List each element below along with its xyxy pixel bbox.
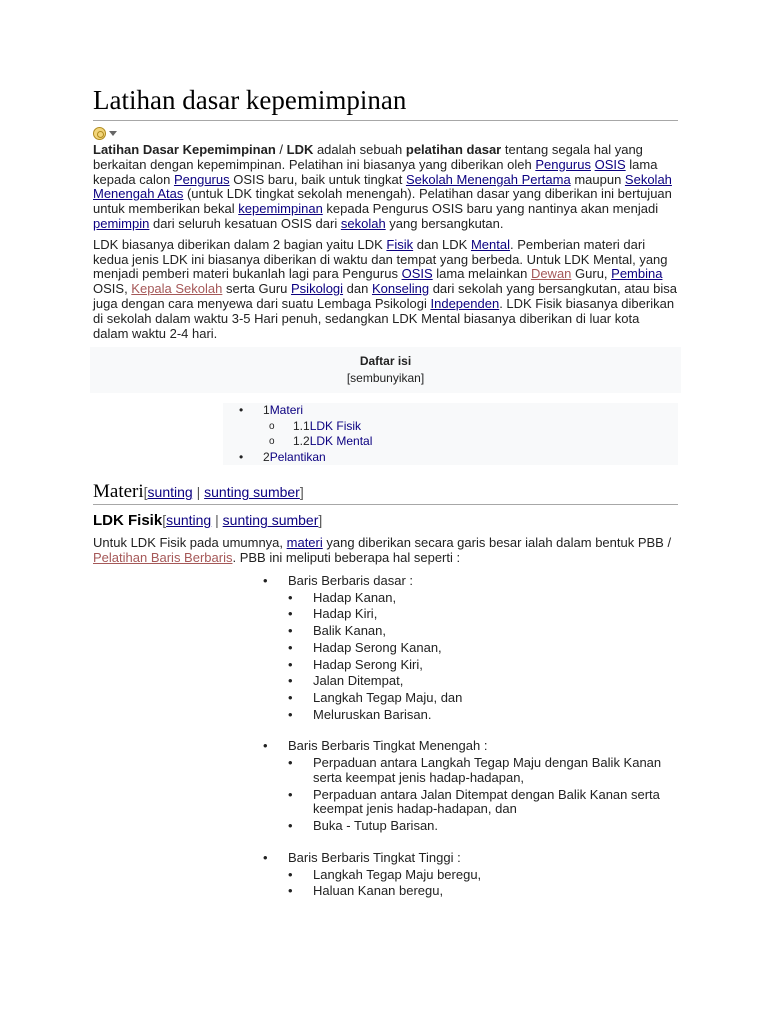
- list-item: • Meluruskan Barisan.: [288, 708, 678, 723]
- toc-link[interactable]: Materi: [269, 403, 304, 418]
- toc-link[interactable]: LDK Mental: [309, 434, 373, 449]
- text: OSIS baru, baik untuk tingkat: [229, 171, 406, 187]
- toc-toggle[interactable]: [sembunyikan]: [346, 371, 425, 386]
- text: dari sekolah yang bersangkutan, atau bisa juga dengan cara menyewa dari suatu Lembaga Psikologi: [93, 281, 677, 311]
- toc-item-ldk-fisik[interactable]: [223, 419, 678, 435]
- text: . PBB ini meliputi beberapa hal seperti :: [232, 550, 461, 566]
- edit-links: [144, 484, 304, 500]
- pbb-items-list: [288, 591, 678, 723]
- text: Untuk LDK Fisik pada umumnya,: [93, 535, 287, 551]
- toc-title: Daftar isi: [359, 354, 412, 369]
- link-pelatihan-baris-berbaris[interactable]: Pelatihan Baris Berbaris: [93, 550, 233, 566]
- toc-number: 2: [263, 449, 270, 464]
- text: /: [275, 142, 287, 157]
- pbb-items-list: [288, 868, 678, 899]
- edit-links: [162, 512, 322, 528]
- text: dan: [343, 281, 372, 297]
- pbb-group: [263, 574, 678, 722]
- link-sma[interactable]: Sekolah Menengah Atas: [93, 171, 672, 202]
- term-ldk-full: Latihan Dasar Kepemimpinan: [93, 142, 276, 157]
- link-pemimpin[interactable]: pemimpin: [93, 215, 150, 231]
- bracket: [: [162, 512, 167, 529]
- toc-link[interactable]: LDK Fisik: [309, 418, 362, 433]
- table-of-contents: [90, 347, 681, 393]
- toc-list: [223, 403, 678, 465]
- fisik-paragraph: [93, 536, 678, 566]
- article: [93, 82, 678, 916]
- text: (untuk LDK tingkat sekolah menengah). Pelatihan dasar yang diberikan ini bertujuan untuk memberikan bekal: [93, 186, 672, 217]
- toc-item-materi[interactable]: [223, 403, 678, 419]
- text: dan LDK: [413, 236, 471, 252]
- pbb-group: [263, 851, 678, 899]
- text: tentang segala hal yang berkaitan dengan kepemimpinan. Pelatihan ini biasanya yang diberikan oleh: [93, 142, 643, 172]
- term-ldk: LDK: [286, 142, 314, 157]
- list-item: • Langkah Tegap Maju beregu,: [288, 868, 678, 883]
- toc-item-pelantikan[interactable]: [223, 450, 678, 466]
- list-item: • Buka - Tutup Barisan.: [288, 819, 678, 834]
- edit-link[interactable]: sunting: [147, 484, 193, 501]
- bracket: [: [143, 484, 148, 501]
- link-psikologi[interactable]: Psikologi: [291, 281, 344, 297]
- bracket: ]: [299, 484, 304, 501]
- page-title: Latihan dasar kepemimpinan: [93, 82, 678, 121]
- pbb-group-title: Baris Berbaris dasar :: [288, 572, 413, 588]
- separator: |: [211, 512, 223, 529]
- bracket: ]: [318, 512, 323, 529]
- link-osis-2[interactable]: OSIS: [401, 266, 433, 282]
- link-konseling[interactable]: Konseling: [371, 281, 430, 297]
- text: lama kepada calon: [93, 156, 658, 187]
- heading-text: Materi: [93, 481, 144, 503]
- toc-number: 1: [263, 403, 270, 418]
- section-heading-ldk-fisik: [93, 511, 678, 530]
- toc-link[interactable]: Pelantikan: [269, 449, 326, 464]
- list-item: • Hadap Serong Kanan,: [288, 641, 678, 656]
- toc-number: 1.2: [293, 434, 310, 449]
- toc-number: 1.1: [293, 418, 310, 433]
- list-item: • Haluan Kanan beregu,: [288, 884, 678, 899]
- link-smp[interactable]: Sekolah Menengah Pertama: [405, 171, 571, 187]
- audio-coin-icon[interactable]: [93, 127, 106, 140]
- text: dari seluruh kesatuan OSIS dari: [149, 215, 341, 231]
- pbb-groups-list: [263, 574, 678, 899]
- text: maupun: [570, 171, 625, 187]
- link-kepemimpinan[interactable]: kepemimpinan: [238, 201, 323, 217]
- text: adalah sebuah: [313, 142, 406, 157]
- link-materi[interactable]: materi: [286, 535, 323, 551]
- page-tools[interactable]: [93, 123, 678, 143]
- text: OSIS,: [93, 281, 132, 297]
- text: . LDK Fisik biasanya diberikan di sekolah dalam waktu 3-5 Hari penuh, sedangkan LDK Mental biasanya diberikan di luar kota dalam waktu 2-4 hari.: [93, 295, 675, 341]
- text: yang bersangkutan.: [385, 215, 504, 231]
- text: serta Guru: [222, 281, 292, 297]
- edit-source-link[interactable]: sunting sumber: [204, 484, 300, 501]
- link-osis[interactable]: OSIS: [594, 156, 626, 172]
- section-heading-materi: [93, 481, 678, 505]
- chevron-down-icon[interactable]: [109, 131, 117, 136]
- text: . Pemberian materi dari kedua jenis LDK ini biasanya diberikan di waktu dan tempat yang berbeda. Untuk LDK Mental, yang menjadi pemberi materi bukanlah lagi para Pengurus: [93, 236, 668, 282]
- link-pengurus-2[interactable]: Pengurus: [173, 171, 230, 187]
- text: yang diberikan secara garis besar ialah dalam bentuk PBB /: [322, 535, 672, 551]
- list-item: • Balik Kanan,: [288, 624, 678, 639]
- pbb-group-title: Baris Berbaris Tingkat Tinggi :: [288, 849, 461, 865]
- list-item: • Perpaduan antara Langkah Tegap Maju dengan Balik Kanan serta keempat jenis hadap-hadapan,: [288, 756, 678, 786]
- pbb-group-title: Baris Berbaris Tingkat Menengah :: [288, 738, 488, 754]
- link-mental[interactable]: Mental: [470, 236, 510, 252]
- link-sekolah[interactable]: sekolah: [340, 215, 386, 231]
- link-kepala-sekolah[interactable]: Kepala Sekolah: [131, 281, 223, 297]
- text: kepada Pengurus OSIS baru yang nantinya akan menjadi: [322, 201, 659, 217]
- second-paragraph: [93, 238, 678, 342]
- list-item: • Hadap Kanan,: [288, 591, 678, 606]
- link-independen[interactable]: Independen: [430, 295, 500, 311]
- text: Guru,: [571, 266, 612, 282]
- list-item: • Langkah Tegap Maju, dan: [288, 691, 678, 706]
- toc-item-ldk-mental[interactable]: [223, 434, 678, 450]
- list-item: • Perpaduan antara Jalan Ditempat dengan Balik Kanan serta keempat jenis hadap-hadapan, dan: [288, 788, 678, 818]
- intro-paragraph: [93, 143, 678, 232]
- link-pengurus[interactable]: Pengurus: [535, 156, 591, 172]
- edit-source-link[interactable]: sunting sumber: [222, 512, 319, 529]
- list-item: • Hadap Serong Kiri,: [288, 658, 678, 673]
- text: lama melainkan: [432, 266, 531, 282]
- text: LDK biasanya diberikan dalam 2 bagian yaitu LDK: [93, 236, 387, 252]
- link-pembina[interactable]: Pembina: [611, 266, 663, 282]
- list-item: • Hadap Kiri,: [288, 607, 678, 622]
- list-item: • Jalan Ditempat,: [288, 674, 678, 689]
- heading-text: LDK Fisik: [93, 512, 163, 530]
- separator: |: [192, 484, 205, 501]
- link-dewan[interactable]: Dewan: [530, 266, 572, 282]
- link-fisik[interactable]: Fisik: [386, 236, 414, 252]
- edit-link[interactable]: sunting: [166, 512, 212, 529]
- pbb-items-list: [288, 756, 678, 834]
- pbb-group: [263, 739, 678, 834]
- term-pelatihan-dasar: pelatihan dasar: [405, 142, 502, 157]
